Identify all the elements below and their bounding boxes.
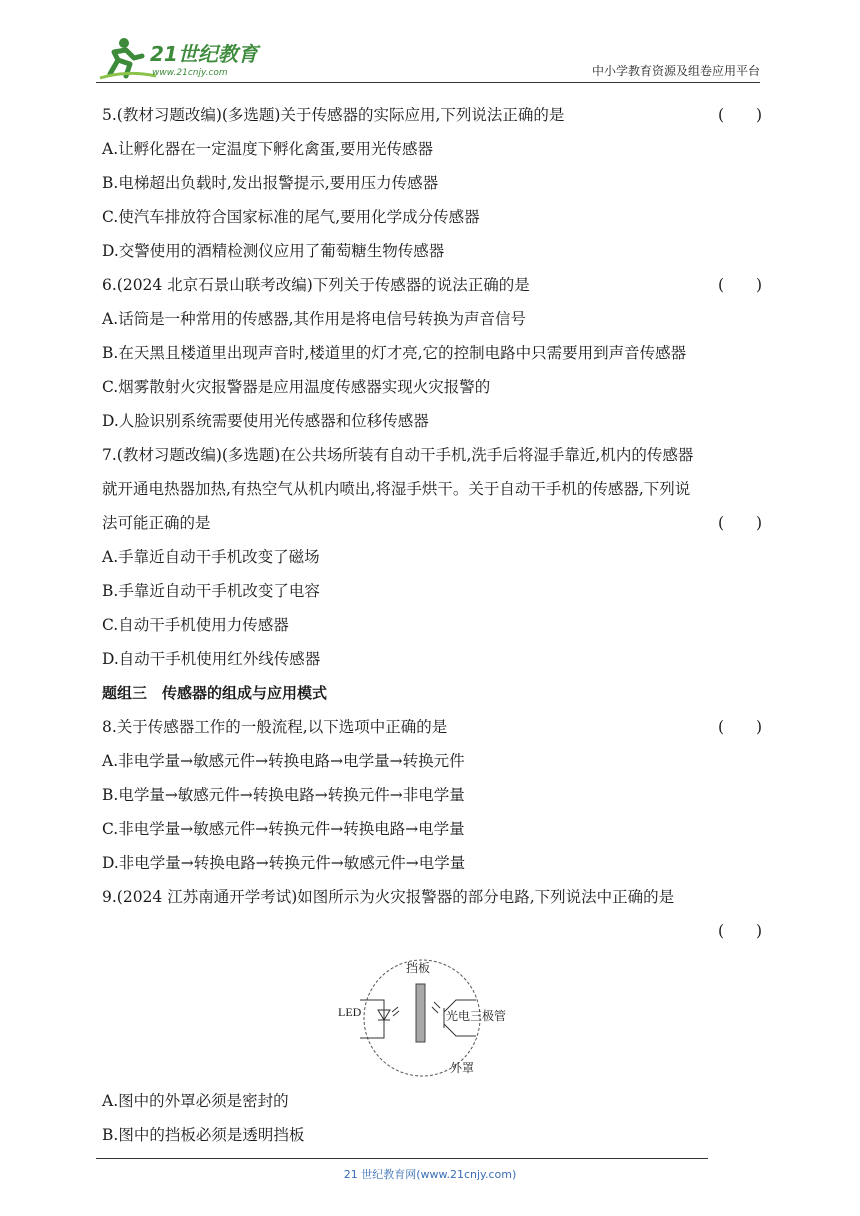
question-6-option-a: A.话筒是一种常用的传感器,其作用是将电信号转换为声音信号 bbox=[102, 310, 527, 328]
phototransistor-label: 光电三极管 bbox=[446, 1009, 507, 1023]
page-content bbox=[102, 98, 762, 1152]
site-name: 中小学教育资源及组卷应用平台 bbox=[591, 64, 760, 78]
figure-container bbox=[102, 948, 762, 1084]
svg-text:21世纪教育: 21世纪教育 bbox=[150, 42, 258, 66]
question-5-option-c: C.使汽车排放符合国家标准的尾气,要用化学成分传感器 bbox=[102, 208, 480, 226]
question-7-stem-line-2: 就开通电热器加热,有热空气从机内喷出,将湿手烘干。关于自动干手机的传感器,下列说 bbox=[102, 480, 691, 498]
question-5-option-a: A.让孵化器在一定温度下孵化禽蛋,要用光传感器 bbox=[102, 140, 434, 158]
question-7-stem-line-1: 7.(教材习题改编)(多选题)在公共场所装有自动干手机,洗手后将湿手靠近,机内的传感器 bbox=[102, 446, 694, 464]
question-7-option-a: A.手靠近自动干手机改变了磁场 bbox=[102, 548, 320, 566]
question-5-stem: 5.(教材习题改编)(多选题)关于传感器的实际应用,下列说法正确的是 bbox=[102, 106, 565, 124]
question-6-option-b: B.在天黑且楼道里出现声音时,楼道里的灯才亮,它的控制电路中只需要用到声音传感器 bbox=[102, 344, 687, 362]
footer-link[interactable]: 21 世纪教育网(www.21cnjy.com) bbox=[343, 1168, 517, 1181]
question-6-stem: 6.(2024 北京石景山联考改编)下列关于传感器的说法正确的是 bbox=[102, 276, 530, 294]
runner-icon bbox=[100, 38, 156, 78]
question-5-option-d: D.交警使用的酒精检测仪应用了葡萄糖生物传感器 bbox=[102, 242, 445, 260]
baffle bbox=[416, 984, 425, 1042]
question-7-option-c: C.自动干手机使用力传感器 bbox=[102, 616, 289, 634]
page-header bbox=[96, 34, 760, 82]
question-8-stem: 8.关于传感器工作的一般流程,以下选项中正确的是 bbox=[102, 718, 448, 736]
question-8-option-a: A.非电学量→敏感元件→转换电路→电学量→转换元件 bbox=[102, 752, 465, 770]
question-9-option-b: B.图中的挡板必须是透明挡板 bbox=[102, 1126, 305, 1144]
question-9-bracket-line bbox=[102, 914, 762, 948]
question-8-option-b: B.电学量→敏感元件→转换电路→转换元件→非电学量 bbox=[102, 786, 465, 804]
svg-text:www.21cnjy.com: www.21cnjy.com bbox=[152, 68, 228, 78]
question-7-option-d: D.自动干手机使用红外线传感器 bbox=[102, 650, 321, 668]
footer-rule bbox=[96, 1158, 708, 1159]
question-7-option-b: B.手靠近自动干手机改变了电容 bbox=[102, 582, 320, 600]
question-6-option-d: D.人脸识别系统需要使用光传感器和位移传感器 bbox=[102, 412, 429, 430]
question-9-stem: 9.(2024 江苏南通开学考试)如图所示为火灾报警器的部分电路,下列说法中正确的是 bbox=[102, 888, 675, 906]
question-5-option-b: B.电梯超出负载时,发出报警提示,要用压力传感器 bbox=[102, 174, 439, 192]
section-title: 题组三 传感器的组成与应用模式 bbox=[102, 684, 328, 702]
question-8-option-c: C.非电学量→敏感元件→转换元件→转换电路→电学量 bbox=[102, 820, 465, 838]
fire-alarm-circuit-figure bbox=[338, 952, 514, 1080]
question-8-option-d: D.非电学量→转换电路→转换元件→敏感元件→电学量 bbox=[102, 854, 466, 872]
question-7-stem-line-3: 法可能正确的是 bbox=[102, 514, 211, 532]
baffle-label: 挡板 bbox=[406, 961, 431, 975]
header-rule bbox=[96, 82, 760, 83]
question-6-option-c: C.烟雾散射火灾报警器是应用温度传感器实现火灾报警的 bbox=[102, 378, 491, 396]
logo-21cnjy bbox=[96, 34, 276, 80]
cover-label: 外罩 bbox=[450, 1061, 475, 1075]
led-label: LED bbox=[338, 1005, 362, 1019]
question-9-option-a: A.图中的外罩必须是密封的 bbox=[102, 1092, 289, 1110]
